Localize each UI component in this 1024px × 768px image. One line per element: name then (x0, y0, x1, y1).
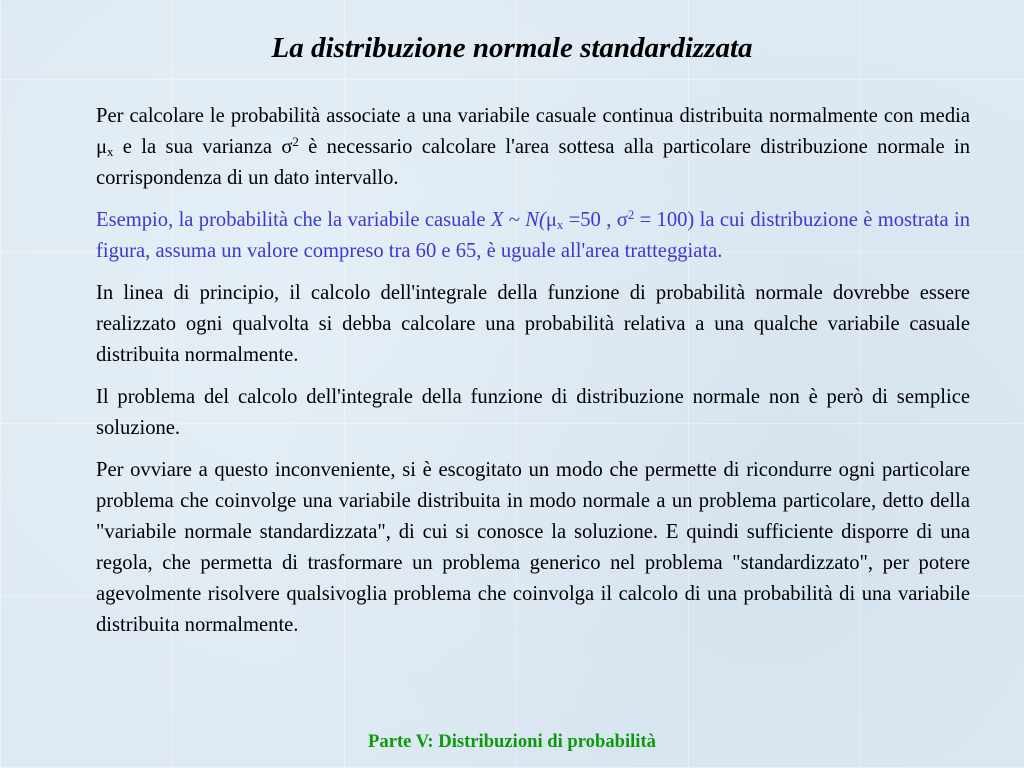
slide-title: La distribuzione normale standardizzata (271, 32, 753, 64)
variable-x: X (490, 209, 504, 231)
paragraph-solution: Per ovviare a questo inconveniente, si è escogitato un modo che permette di ricondurre ogni particolare problema che coinvolge una variabile distribuita in modo normale a un problema particolare, detto della "variabile normale standardizzata", di cui si conosce la soluzione. E quindi sufficiente disporre di una regola, che permetta di trasformare un problema generico nel problema "standardizzato", per potere agevolmente risolvere qualsivoglia problema che coinvolga il calcolo di una probabilità di una variabile distribuita normalmente. (96, 459, 970, 636)
paragraph-example (96, 205, 970, 267)
slide-body (96, 101, 970, 652)
example-text-b: ~ (503, 209, 526, 231)
paragraph-intro (96, 101, 970, 194)
mu-subscript: x (556, 218, 564, 233)
sigma-exponent: 2 (292, 134, 299, 149)
example-text-a: Esempio, la probabilità che la variabile casuale (96, 209, 491, 231)
slide-footer: Parte V: Distribuzioni di probabilità (368, 731, 656, 752)
intro-text-c: è necessario calcolare l'area sottesa alla particolare distribuzione normale in corrispondenza di un dato intervallo. (96, 136, 970, 189)
mu-subscript: x (107, 145, 114, 160)
sigma-symbol: σ (281, 136, 293, 158)
sigma-symbol: σ (616, 209, 628, 231)
example-text-c: =50 , (563, 209, 617, 231)
example-text-d: = 100) la cui distribuzione è mostrata in figura, assuma un valore compreso tra 60 e 65, è uguale all'area tratteggiata. (96, 209, 970, 262)
sigma-exponent: 2 (627, 207, 635, 222)
mu-symbol: μ (545, 209, 557, 231)
paragraph-problem: Il problema del calcolo dell'integrale della funzione di distribuzione normale non è però di semplice soluzione. (96, 386, 970, 439)
normal-n: N( (525, 209, 546, 231)
intro-text-b: e la sua varianza (113, 136, 282, 158)
mu-symbol: μ (96, 136, 108, 158)
intro-text-a: Per calcolare le probabilità associate a una variabile casuale continua distribuita normalmente con media (96, 105, 970, 127)
paragraph-principle: In linea di principio, il calcolo dell'integrale della funzione di probabilità normale dovrebbe essere realizzato ogni qualvolta si debba calcolare una probabilità relativa a una qualche variabile casuale distribuita normalmente. (96, 282, 970, 366)
